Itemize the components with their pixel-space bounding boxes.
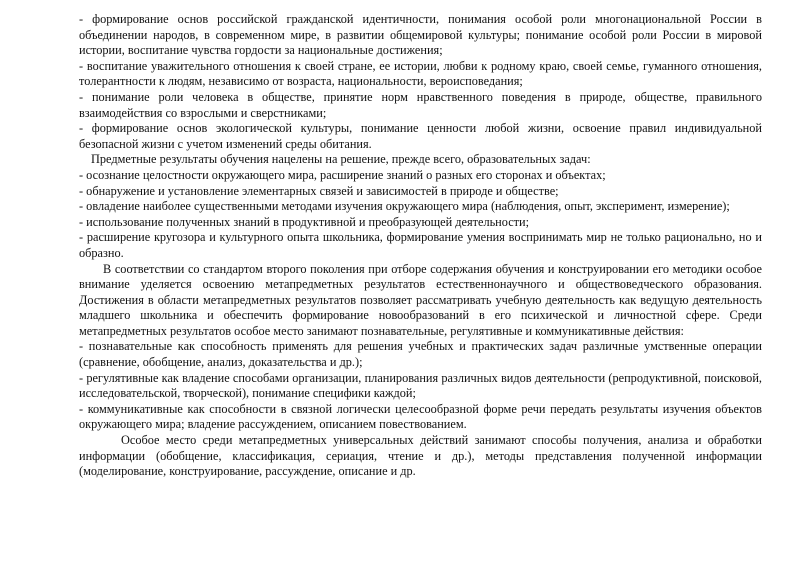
paragraph-bullet-integrity-of-world: - осознание целостности окружающего мира, расширение знаний о разных его сторонах и объектах; xyxy=(79,167,606,182)
paragraph-bullet-civic-identity: - формирование основ российской гражданской идентичности, понимания особой роли многонациональной России в объединении народов, в современном мире, в развитии общемировой культуры; понимание особой роли России в мировой истории, воспитание чувства гордости за национальные достижения; xyxy=(79,12,762,58)
paragraph-bullet-connections: - обнаружение и установление элементарных связей и зависимостей в природе и обществе; xyxy=(79,183,559,198)
paragraph-bullet-cognitive: - познавательные как способность применять для решения учебных и практических задач различные умственные операции (сравнение, обобщение, анализ, доказательства и др.); xyxy=(79,339,762,370)
paragraph-bullet-role-in-society: - понимание роли человека в обществе, принятие норм нравственного поведения в природе, обществе, правильного взаимодействия со взрослыми и сверстниками; xyxy=(79,89,762,120)
paragraph-bullet-communicative: - коммуникативные как способности в связной логически целесообразной форме речи передать результаты изучения объектов окружающего мира; владение рассуждением, описанием повествованием. xyxy=(79,401,762,432)
paragraph-standard-metasubject: В соответствии со стандартом второго поколения при отборе содержания обучения и конструировании его методики особое внимание уделяется освоению метапредметных результатов естественнонаучного и обществоведческого образования. Достижения в области метапредметных результатов позволяет рассматривать учебную деятельность как ведущую деятельность младшего школьника и обеспечить формирование новообразований в его психической и личностной сфере. Среди метапредметных результатов особое место занимают познавательные, регулятивные и коммуникативные действия: xyxy=(79,261,762,338)
paragraph-bullet-ecological-culture: - формирование основ экологической культуры, понимание ценности любой жизни, освоение правил индивидуальной безопасной жизни с учетом изменений среды обитания. xyxy=(79,121,762,151)
paragraph-bullet-using-knowledge: - использование полученных знаний в продуктивной и преобразующей деятельности; xyxy=(79,214,530,229)
paragraph-information-processing: Особое место среди метапредметных универсальных действий занимают способы получения, анализа и обработки информации (обобщение, классификация, сериация, чтение и др.), методы представления полученной информации (моделирование, конструирование, рассуждение, описание и др. xyxy=(79,433,762,479)
paragraph-bullet-horizons: - расширение кругозора и культурного опыта школьника, формирование умения воспринимать мир не только рационально, но и образно. xyxy=(79,230,762,260)
paragraph-bullet-regulatory: - регулятивные как владение способами организации, планирования различных видов деятельности (репродуктивной, поисковой, исследовательской, творческой), понимание специфики каждой; xyxy=(79,370,762,401)
paragraph-bullet-respect: - воспитание уважительного отношения к своей стране, ее истории, любви к родному краю, своей семье, гуманного отношения, толерантности к людям, независимо от возраста, национальности, вероисповедания; xyxy=(79,58,762,89)
paragraph-bullet-methods: - овладение наиболее существенными методами изучения окружающего мира (наблюдения, опыт, эксперимент, измерение); xyxy=(79,199,730,214)
paragraph-subject-results-intro: Предметные результаты обучения нацелены на решение, прежде всего, образовательных задач: xyxy=(91,152,591,167)
